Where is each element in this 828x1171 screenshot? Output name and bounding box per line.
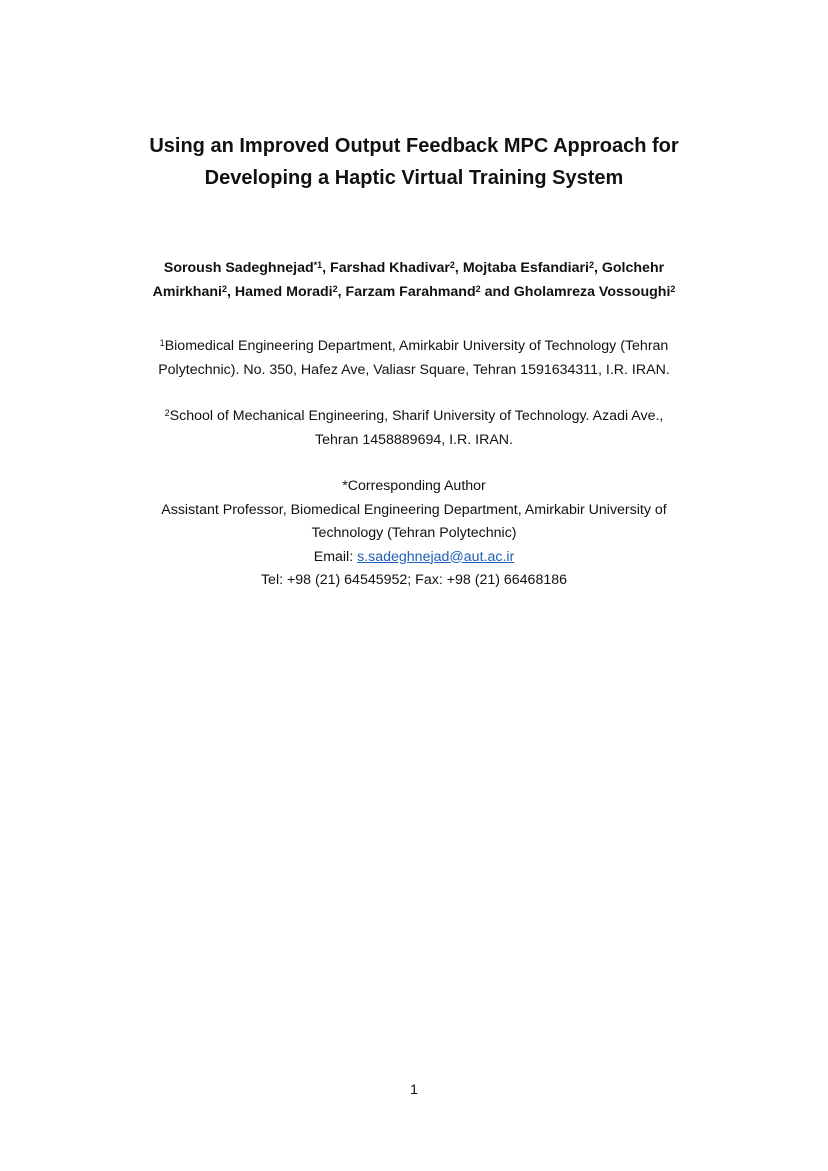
author-affiliation-mark: 2 <box>332 284 338 294</box>
author-name: Gholamreza Vossoughi <box>513 284 671 300</box>
author-separator: , <box>454 260 463 276</box>
author-name-part: Amirkhani <box>152 284 222 300</box>
affiliation-1 <box>90 335 738 382</box>
corresponding-institution: Technology (Tehran Polytechnic) <box>311 525 517 541</box>
author-line-2 <box>90 280 738 304</box>
title-line-2: Developing a Haptic Virtual Training System <box>204 167 624 189</box>
paper-title <box>80 130 748 194</box>
author-separator: , <box>337 284 346 300</box>
author-separator: , <box>226 284 235 300</box>
affiliation-line <box>90 405 738 429</box>
affiliation-line: Polytechnic). No. 350, Hafez Ave, Valiasr Square, Tehran 1591634311, I.R. IRAN. <box>158 361 670 378</box>
author-name: Hamed Moradi <box>234 284 333 300</box>
corresponding-email-line <box>90 546 738 570</box>
author-affiliation-mark: 2 <box>449 260 455 270</box>
author-separator: , <box>593 260 602 276</box>
author-name-part: Golchehr <box>601 260 665 276</box>
affiliation-2 <box>90 405 738 452</box>
author-name: Mojtaba Esfandiari <box>462 260 589 276</box>
author-separator: , <box>322 260 331 276</box>
author-list <box>90 256 738 304</box>
affiliation-text: Biomedical Engineering Department, Amirkabir University of Technology (Tehran <box>164 338 669 354</box>
author-name: Farzam Farahmand <box>345 284 476 300</box>
corresponding-position: Assistant Professor, Biomedical Engineering Department, Amirkabir University of <box>161 501 667 518</box>
author-separator: and <box>480 284 514 300</box>
affiliation-mark: 2 <box>164 408 170 418</box>
corresponding-author-block <box>90 475 738 593</box>
author-affiliation-mark: 2 <box>670 284 676 294</box>
corresponding-phone-fax: Tel: +98 (21) 64545952; Fax: +98 (21) 66468186 <box>260 572 568 588</box>
author-affiliation-mark: 2 <box>475 284 481 294</box>
author-name: Farshad Khadivar <box>330 260 450 276</box>
corresponding-heading: *Corresponding Author <box>342 478 486 494</box>
affiliation-mark: 1 <box>159 338 165 348</box>
email-link[interactable]: s.sadeghnejad@aut.ac.ir <box>357 548 515 565</box>
affiliation-line: Tehran 1458889694, I.R. IRAN. <box>315 431 513 448</box>
email-label: Email: <box>313 548 358 565</box>
author-affiliation-mark: 2 <box>221 284 227 294</box>
author-affiliation-mark: *1 <box>313 260 323 270</box>
title-line-1: Using an Improved Output Feedback MPC Approach for <box>149 135 679 157</box>
affiliation-text: School of Mechanical Engineering, Sharif University of Technology. Azadi Ave., <box>169 408 664 424</box>
page-number: 1 <box>410 1081 418 1097</box>
author-affiliation-mark: 2 <box>588 260 594 270</box>
author-line-1 <box>90 256 738 280</box>
affiliation-line <box>90 335 738 359</box>
author-name: Soroush Sadeghnejad <box>163 260 314 276</box>
